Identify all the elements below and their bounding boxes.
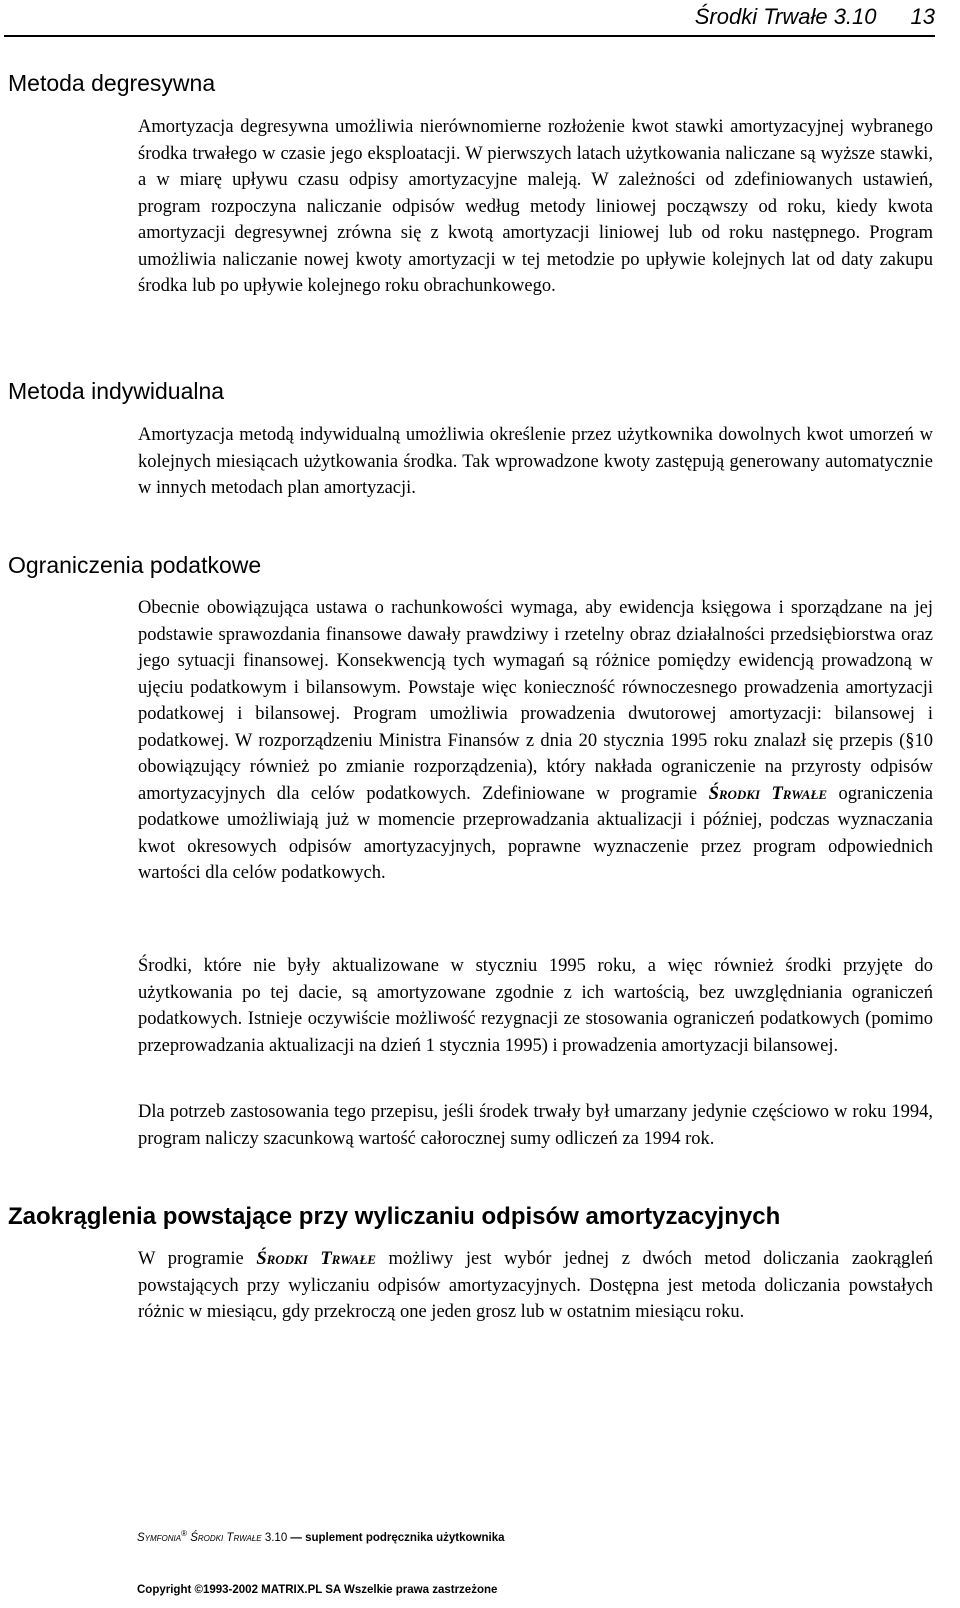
- paragraph-ograniczenia-3: Dla potrzeb zastosowania tego przepisu, jeśli środek trwały był umarzany jedynie częściowo w roku 1994, program naliczy szacunkową wartość całorocznej sumy odliczeń za 1994 rok.: [138, 1102, 933, 1149]
- section-heading-ograniczenia: Ograniczenia podatkowe: [8, 552, 262, 578]
- registered-mark: ®: [181, 1529, 188, 1538]
- paragraph-zaokraglenia: [138, 1246, 933, 1326]
- footer-subtitle: — suplement podręcznika użytkownika: [290, 1531, 505, 1544]
- paragraph-degresywna: Amortyzacja degresywna umożliwia nierównomierne rozłożenie kwot stawki amortyzacyjnej wybranego środka trwałego w czasie jego eksploatacji. W pierwszych latach użytkowania naliczane są wyższe stawki, a w miarę upływu czasu odpisy amortyzacyjne maleją. W zależności od zdefiniowanych ustawień, program rozpoczyna naliczanie odpisów według metody liniowej począwszy od roku, kiedy kwota amortyzacji degresywnej zrówna się z kwotą amortyzacji liniowej lub od roku następnego. Program umożliwia naliczanie nowej kwoty amortyzacji w tej metodzie po upływie kolejnych lat od daty zakupu środka lub po upływie kolejnego roku obrachunkowego.: [138, 117, 933, 296]
- page-number: 13: [910, 4, 935, 29]
- footer-version: 3.10: [264, 1531, 288, 1544]
- section-heading-indywidualna: Metoda indywidualna: [8, 378, 225, 404]
- text-run: W programie: [138, 1249, 257, 1269]
- text-run: możliwy jest wybór jednej z dwóch metod doliczania zaokrągleń powstających przy wyliczaniu odpisów amortyzacyjnych. Dostępna jest metoda doliczania powstałych różnic w miesiącu, gdy przekroczą one jeden grosz lub w ostatnim miesiącu roku.: [138, 1249, 933, 1322]
- footer-copyright: Copyright ©1993-2002 MATRIX.PL SA Wszelkie prawa zastrzeżone: [137, 1584, 498, 1596]
- text-run: Obecnie obowiązująca ustawa o rachunkowości wymaga, aby ewidencja księgowa i sporządzane na jej podstawie sprawozdania finansowe dawały prawdziwy i rzetelny obraz działalności przedsiębiorstwa oraz jego sytuacji finansowej. Konsekwencją tych wymagań są różnice pomiędzy ewidencją prowadzoną w ujęciu podatkowym i bilansowym. Powstaje więc konieczność równoczesnego prowadzenia amortyzacji podatkowej i bilansowej. Program umożliwia prowadzenia dwutorowej amortyzacji: bilansowej i podatkowej. W rozporządzeniu Ministra Finansów z dnia 20 stycznia 1995 roku znalazł się przepis (§10 obowiązujący również po zmianie rozporządzenia), który nakłada ograniczenie na przyrosty odpisów amortyzacyjnych dla celów podatkowych. Zdefiniowane w programie: [138, 598, 933, 804]
- text-run: ograniczenia podatkowe umożliwiają już w momencie przeprowadzania aktualizacji i później, podczas wyznaczania kwot okresowych odpisów amortyzacyjnych, poprawne wyznaczenie przez program odpowiednich wartości dla celów podatkowych.: [138, 783, 933, 883]
- paragraph-indywidualna: Amortyzacja metodą indywidualną umożliwia określenie przez użytkownika dowolnych kwot umorzeń w kolejnych miesiącach użytkowania środka. Tak wprowadzone kwoty zastępują generowany automatycznie w innych metodach plan amortyzacji.: [138, 425, 933, 498]
- section-heading-zaokraglenia: Zaokrąglenia powstające przy wyliczaniu odpisów amortyzacyjnych: [8, 1203, 781, 1230]
- section-heading-degresywna: Metoda degresywna: [8, 70, 216, 96]
- footer-brand: Symfonia: [137, 1531, 182, 1544]
- running-header-title: Środki Trwałe 3.10: [694, 4, 877, 29]
- header-rule: [4, 35, 935, 37]
- running-header: [695, 4, 935, 30]
- product-name: Środki Trwałe: [256, 1249, 376, 1269]
- footer-product: Środki Trwałe: [190, 1531, 262, 1544]
- paragraph-ograniczenia-1: [138, 595, 933, 887]
- paragraph-ograniczenia-2: Środki, które nie były aktualizowane w styczniu 1995 roku, a więc również środki przyjęte do użytkowania po tej dacie, są amortyzowane zgodnie z ich wartością, bez uwzględniania ograniczeń podatkowych. Istnieje oczywiście możliwość rezygnacji ze stosowania ograniczeń podatkowych (pomimo przeprowadzania aktualizacji na dzień 1 stycznia 1995) i prowadzenia amortyzacji bilansowej.: [138, 956, 933, 1056]
- product-name: Środki Trwałe: [708, 783, 828, 804]
- footer-product-line: [137, 1527, 505, 1545]
